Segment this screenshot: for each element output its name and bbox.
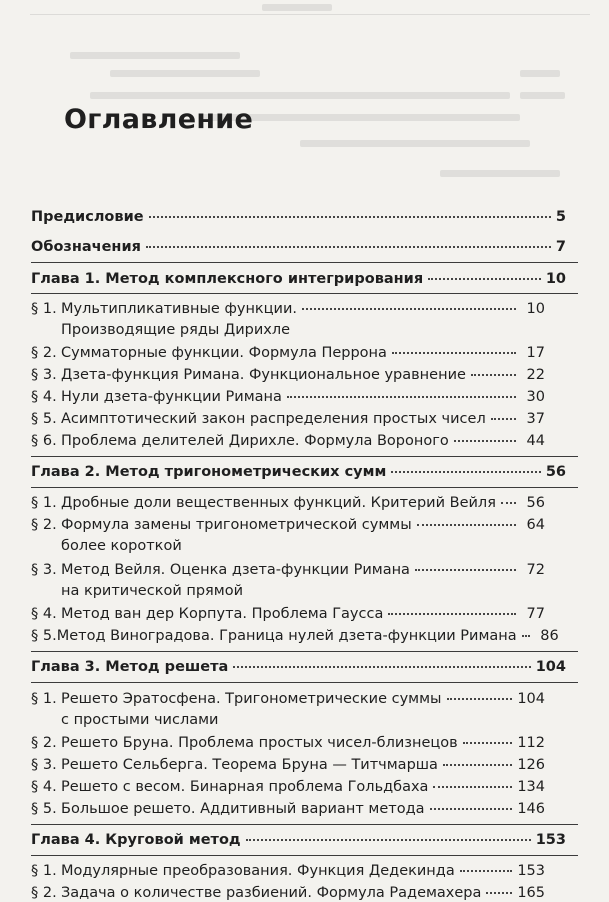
section-number: § 5. — [31, 628, 57, 644]
toc-page-number: 37 — [526, 411, 545, 427]
toc-entry-label: Глава 4. Круговой метод — [31, 832, 241, 848]
divider — [31, 293, 578, 294]
toc-chapter-1[interactable] — [31, 271, 566, 288]
toc-section[interactable] — [31, 779, 545, 796]
toc-entry-notation[interactable] — [31, 239, 566, 256]
toc-page-number: 86 — [540, 628, 559, 644]
section-number: § 4. — [31, 606, 57, 622]
dot-leader — [417, 524, 516, 526]
toc-section[interactable] — [31, 863, 545, 880]
toc-entry-label: Глава 2. Метод тригонометрических сумм — [31, 464, 387, 480]
dot-leader — [149, 216, 551, 218]
toc-entry-label-line2: с простыми числами — [61, 712, 219, 728]
toc-entry-label: Дробные доли вещественных функций. Критерий Вейля — [61, 495, 496, 511]
dot-leader — [460, 870, 513, 872]
divider — [31, 456, 578, 457]
section-number: § 2. — [31, 517, 57, 533]
toc-section[interactable] — [31, 495, 545, 512]
toc-section[interactable] — [31, 517, 545, 555]
dot-leader — [433, 786, 512, 788]
toc-entry-label-line1: Решето Эратосфена. Тригонометрические суммы — [61, 691, 442, 707]
dot-leader — [302, 308, 516, 310]
dot-leader — [388, 613, 516, 615]
toc-entry-label: Проблема делителей Дирихле. Формула Вороного — [61, 433, 449, 449]
toc-entry-label-line1: Метод Вейля. Оценка дзета-функции Римана — [61, 562, 410, 578]
toc-page-number: 72 — [526, 562, 545, 578]
toc-entry-label-line2: Производящие ряды Дирихле — [61, 322, 291, 338]
section-number: § 3. — [31, 367, 57, 383]
toc-page-number: 153 — [535, 832, 566, 848]
dot-leader — [491, 418, 516, 420]
toc-page-number: 10 — [545, 271, 566, 287]
toc-section[interactable] — [31, 606, 545, 623]
section-number: § 3. — [31, 757, 57, 773]
toc-entry-label: Метод ван дер Корпута. Проблема Гаусса — [61, 606, 384, 622]
toc-entry-label: Асимптотический закон распределения простых чисел — [61, 411, 486, 427]
toc-page-number: 112 — [517, 735, 545, 751]
toc-entry-label: Нули дзета-функции Римана — [61, 389, 282, 405]
section-number: § 4. — [31, 779, 57, 795]
toc-section[interactable] — [31, 411, 545, 428]
toc-page-number: 165 — [517, 885, 545, 901]
toc-page-number: 10 — [526, 301, 545, 317]
toc-page-number: 30 — [526, 389, 545, 405]
toc-page-number: 104 — [535, 659, 566, 675]
toc-page-number: 104 — [517, 691, 545, 707]
toc-page-number: 64 — [526, 517, 545, 533]
divider — [31, 262, 578, 263]
toc-section[interactable] — [31, 885, 545, 902]
toc-entry-label-line2: более короткой — [61, 538, 182, 554]
toc-entry-label-line1: Мультипликативные функции. — [61, 301, 298, 317]
toc-page-number: 77 — [526, 606, 545, 622]
section-number: § 1. — [31, 691, 57, 707]
toc-page-number: 5 — [555, 209, 566, 225]
toc-section[interactable] — [31, 757, 545, 774]
section-number: § 1. — [31, 495, 57, 511]
dot-leader — [430, 808, 513, 810]
toc-entry-label: Дзета-функция Римана. Функциональное уравнение — [61, 367, 466, 383]
divider — [31, 824, 578, 825]
toc-entry-label: Решето Бруна. Проблема простых чисел-близнецов — [61, 735, 458, 751]
section-number: § 2. — [31, 735, 57, 751]
page-title: Оглавление — [64, 104, 254, 135]
toc-page-number: 146 — [517, 801, 545, 817]
divider — [31, 651, 578, 652]
toc-entry-label: Обозначения — [31, 239, 141, 255]
dot-leader — [415, 569, 516, 571]
toc-section[interactable] — [31, 433, 545, 450]
toc-page-number: 153 — [517, 863, 545, 879]
toc-entry-label: Глава 1. Метод комплексного интегрирования — [31, 271, 424, 287]
toc-page-number: 126 — [517, 757, 545, 773]
toc-entry-preface[interactable] — [31, 209, 566, 226]
toc-section[interactable] — [31, 735, 545, 752]
dot-leader — [454, 440, 516, 442]
dot-leader — [447, 698, 513, 700]
toc-entry-label: Решето с весом. Бинарная проблема Гольдбаха — [61, 779, 429, 795]
toc-section[interactable] — [31, 301, 545, 339]
dot-leader — [146, 246, 551, 248]
dot-leader — [392, 352, 516, 354]
toc-chapter-4[interactable] — [31, 832, 566, 849]
section-number: § 5. — [31, 801, 57, 817]
toc-entry-label: Задача о количестве разбиений. Формула Радемахера — [61, 885, 482, 901]
toc-section[interactable] — [31, 367, 545, 384]
toc-page-number: 56 — [526, 495, 545, 511]
toc-chapter-2[interactable] — [31, 464, 566, 481]
dot-leader — [522, 635, 530, 637]
dot-leader — [486, 892, 512, 894]
dot-leader — [428, 278, 541, 280]
section-number: § 6. — [31, 433, 57, 449]
dot-leader — [501, 502, 516, 504]
dot-leader — [463, 742, 513, 744]
section-number: § 1. — [31, 863, 57, 879]
toc-page-number: 7 — [555, 239, 566, 255]
dot-leader — [233, 666, 530, 668]
toc-section[interactable] — [31, 389, 545, 406]
toc-entry-label: Предисловие — [31, 209, 144, 225]
dot-leader — [443, 764, 512, 766]
dot-leader — [246, 839, 531, 841]
toc-entry-label: Большое решето. Аддитивный вариант метода — [61, 801, 425, 817]
toc-section[interactable] — [31, 345, 545, 362]
toc-entry-label-line1: Формула замены тригонометрической суммы — [61, 517, 412, 533]
toc-section[interactable] — [31, 562, 545, 600]
toc-page-number: 134 — [517, 779, 545, 795]
toc-entry-label: Решето Сельберга. Теорема Бруна — Титчмарша — [61, 757, 438, 773]
toc-entry-label: Метод Виноградова. Граница нулей дзета-функции Римана — [56, 628, 517, 644]
toc-page-number: 22 — [526, 367, 545, 383]
toc-section[interactable] — [31, 628, 559, 645]
toc-section[interactable] — [31, 801, 545, 818]
section-number: § 2. — [31, 885, 57, 901]
section-number: § 2. — [31, 345, 57, 361]
toc-entry-label-line2: на критической прямой — [61, 583, 243, 599]
dot-leader — [391, 471, 540, 473]
toc-chapter-3[interactable] — [31, 659, 566, 676]
section-number: § 3. — [31, 562, 57, 578]
section-number: § 4. — [31, 389, 57, 405]
toc-page-number: 44 — [526, 433, 545, 449]
toc-page-number: 17 — [526, 345, 545, 361]
toc-section[interactable] — [31, 691, 545, 729]
toc-page-number: 56 — [545, 464, 566, 480]
divider — [31, 487, 578, 488]
dot-leader — [471, 374, 516, 376]
divider — [31, 855, 578, 856]
section-number: § 1. — [31, 301, 57, 317]
toc-entry-label: Сумматорные функции. Формула Перрона — [61, 345, 387, 361]
section-number: § 5. — [31, 411, 57, 427]
dot-leader — [287, 396, 516, 398]
toc-entry-label: Модулярные преобразования. Функция Дедекинда — [61, 863, 455, 879]
divider — [31, 682, 578, 683]
toc-entry-label: Глава 3. Метод решета — [31, 659, 229, 675]
